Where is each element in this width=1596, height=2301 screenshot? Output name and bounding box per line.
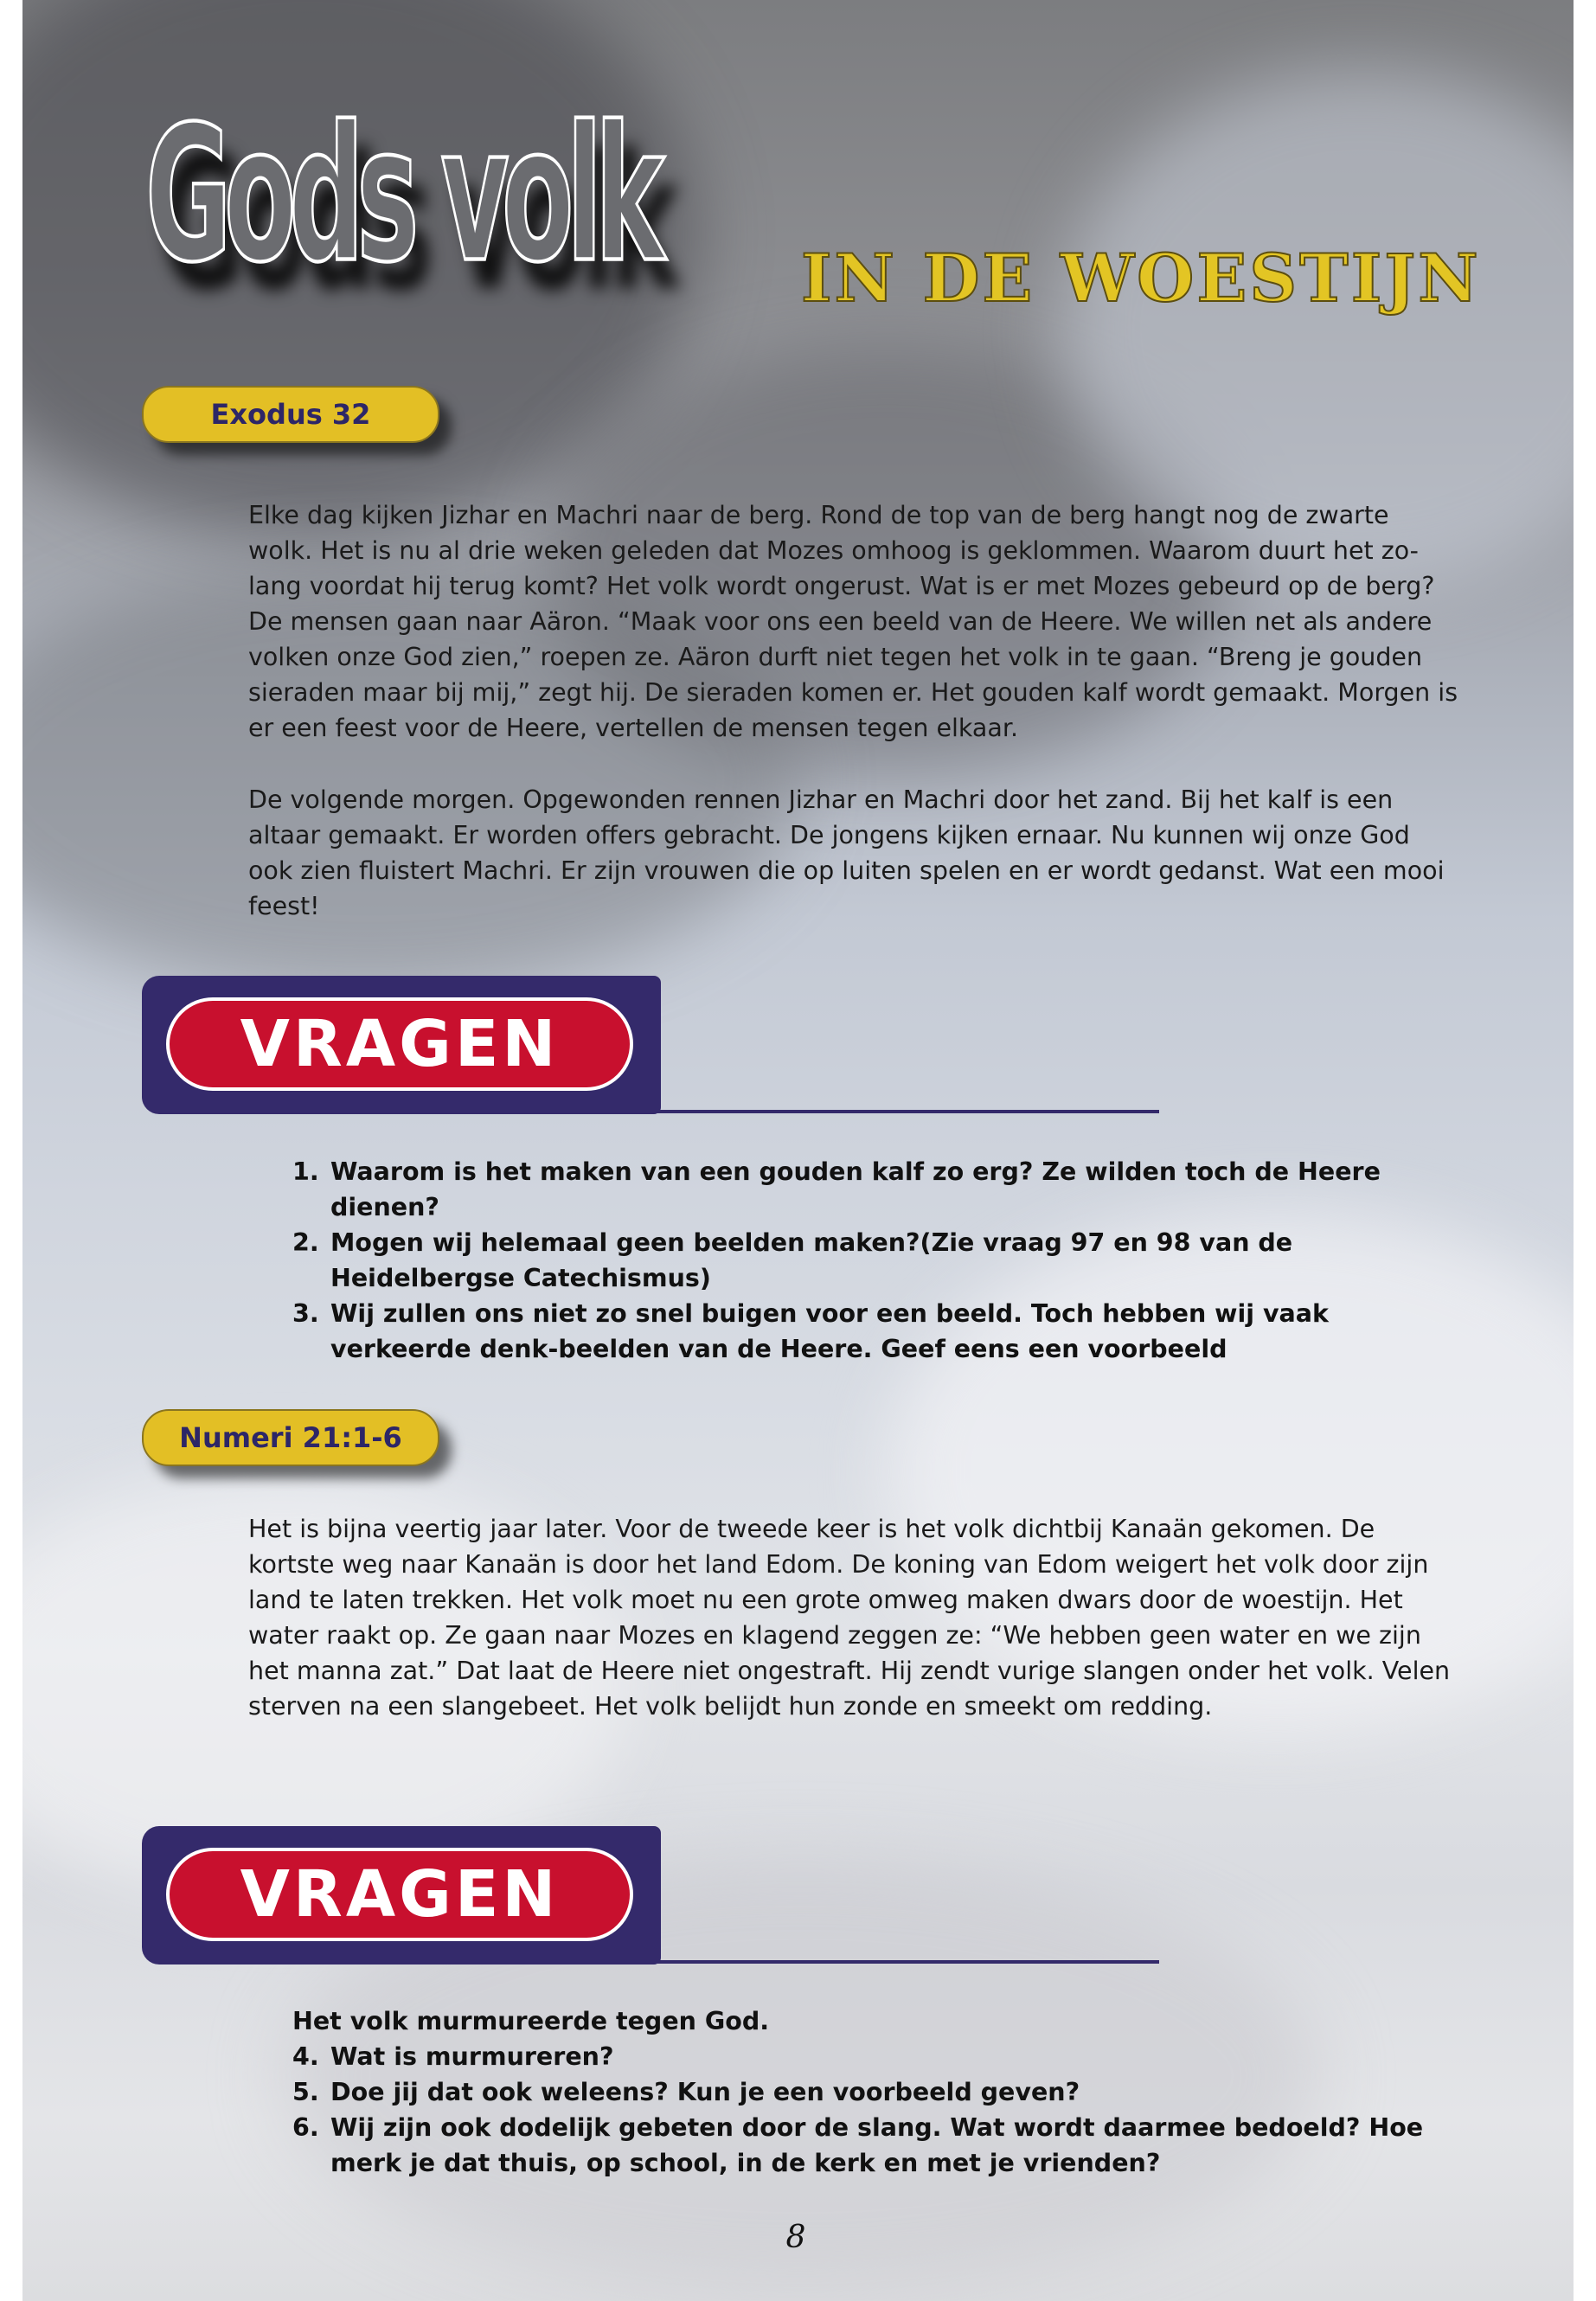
- page-margin-left: [0, 0, 22, 2301]
- section-reference-pill: [142, 1409, 439, 1466]
- question-text: Wat is murmureren?: [330, 2042, 614, 2071]
- questions-banner: [142, 1826, 661, 1965]
- question-item: [292, 1154, 1469, 1225]
- story-paragraph: De volgende morgen. Opgewonden rennen Jizhar en Machri door het zand. Bij het kalf is een altaar gemaakt. Er worden offers gebracht. De jongens kijken ernaar. Nu kunnen wij onze God ook zien fluistert Machri. Er zijn vrouwen die op luiten spelen en er wordt gedanst. Wat een mooi feest!: [248, 785, 1445, 920]
- question-list: [292, 2039, 1469, 2181]
- question-number: 6.: [292, 2113, 319, 2142]
- question-item: [292, 1225, 1469, 1296]
- question-number: 4.: [292, 2042, 319, 2071]
- section-reference-pill: [142, 386, 439, 443]
- questions-banner-label: VRAGEN: [166, 1848, 633, 1941]
- question-text: Waarom is het maken van een gouden kalf zo erg? Ze wilden toch de Heere dienen?: [330, 1157, 1381, 1221]
- question-number: 5.: [292, 2078, 319, 2106]
- questions-banner-label: VRAGEN: [166, 997, 633, 1091]
- question-number: 3.: [292, 1299, 319, 1328]
- question-item: [292, 2110, 1469, 2181]
- questions-banner: [142, 976, 661, 1114]
- page-number: 8: [785, 2220, 806, 2255]
- question-number: 2.: [292, 1228, 319, 1257]
- questions-intro: Het volk murmureerde tegen God.: [292, 2007, 770, 2035]
- section-reference-text: Numeri 21:1-6: [179, 1421, 402, 1454]
- banner-underline: [640, 1960, 1159, 1964]
- story-paragraph: Het is bijna veertig jaar later. Voor de tweede keer is het volk dichtbij Kanaän gekomen. De kortste weg naar Kanaän is door het land Edom. De koning van Edom weigert het volk door zijn land te laten trekken. Het volk moet nu een grote omweg maken dwars door de woestijn. Het water raakt op. Ze gaan naar Mozes en klagend zeggen ze: “We hebben geen water en we zijn het manna zat.” Dat laat de Heere niet ongestraft. Hij zendt vurige slangen onder het volk. Velen sterven na een slangebeet. Het volk belijdt hun zonde en smeekt om redding.: [248, 1515, 1451, 1721]
- page-margin-right: [1574, 0, 1596, 2301]
- banner-underline: [640, 1110, 1159, 1113]
- question-text: Wij zijn ook dodelijk gebeten door de slang. Wat wordt daarmee bedoeld? Hoe merk je dat thuis, op school, in de kerk en met je vrienden?: [330, 2113, 1424, 2177]
- story-paragraph: Elke dag kijken Jizhar en Machri naar de berg. Rond de top van de berg hangt nog de zwarte wolk. Het is nu al drie weken geleden dat Mozes omhoog is geklommen. Waarom duurt het zo-lang voordat hij terug komt? Het volk wordt ongerust. Wat is er met Mozes gebeurd op de berg? De mensen gaan naar Aäron. “Maak voor ons een beeld van de Heere. We willen net als andere volken onze God zien,” roepen ze. Aäron durft niet tegen het volk in te gaan. “Breng je gouden sieraden maar bij mij,” zegt hij. De sieraden komen er. Het gouden kalf wordt gemaakt. Morgen is er een feest voor de Heere, vertellen de mensen tegen elkaar.: [248, 501, 1458, 742]
- question-item: [292, 2039, 1469, 2074]
- question-item: [292, 1296, 1469, 1367]
- question-item: [292, 2074, 1469, 2110]
- question-text: Wij zullen ons niet zo snel buigen voor een beeld. Toch hebben wij vaak verkeerde denk-beelden van de Heere. Geef eens een voorbeeld: [330, 1299, 1329, 1363]
- section-reference-text: Exodus 32: [210, 398, 371, 431]
- question-number: 1.: [292, 1157, 319, 1186]
- question-text: Mogen wij helemaal geen beelden maken?(Zie vraag 97 en 98 van de Heidelbergse Catechismus): [330, 1228, 1293, 1292]
- title-subtitle: IN DE WOESTIJN: [801, 240, 1481, 317]
- question-text: Doe jij dat ook weleens? Kun je een voorbeeld geven?: [330, 2078, 1080, 2106]
- title-main: Gods volk: [145, 87, 657, 304]
- question-list: [292, 1154, 1469, 1367]
